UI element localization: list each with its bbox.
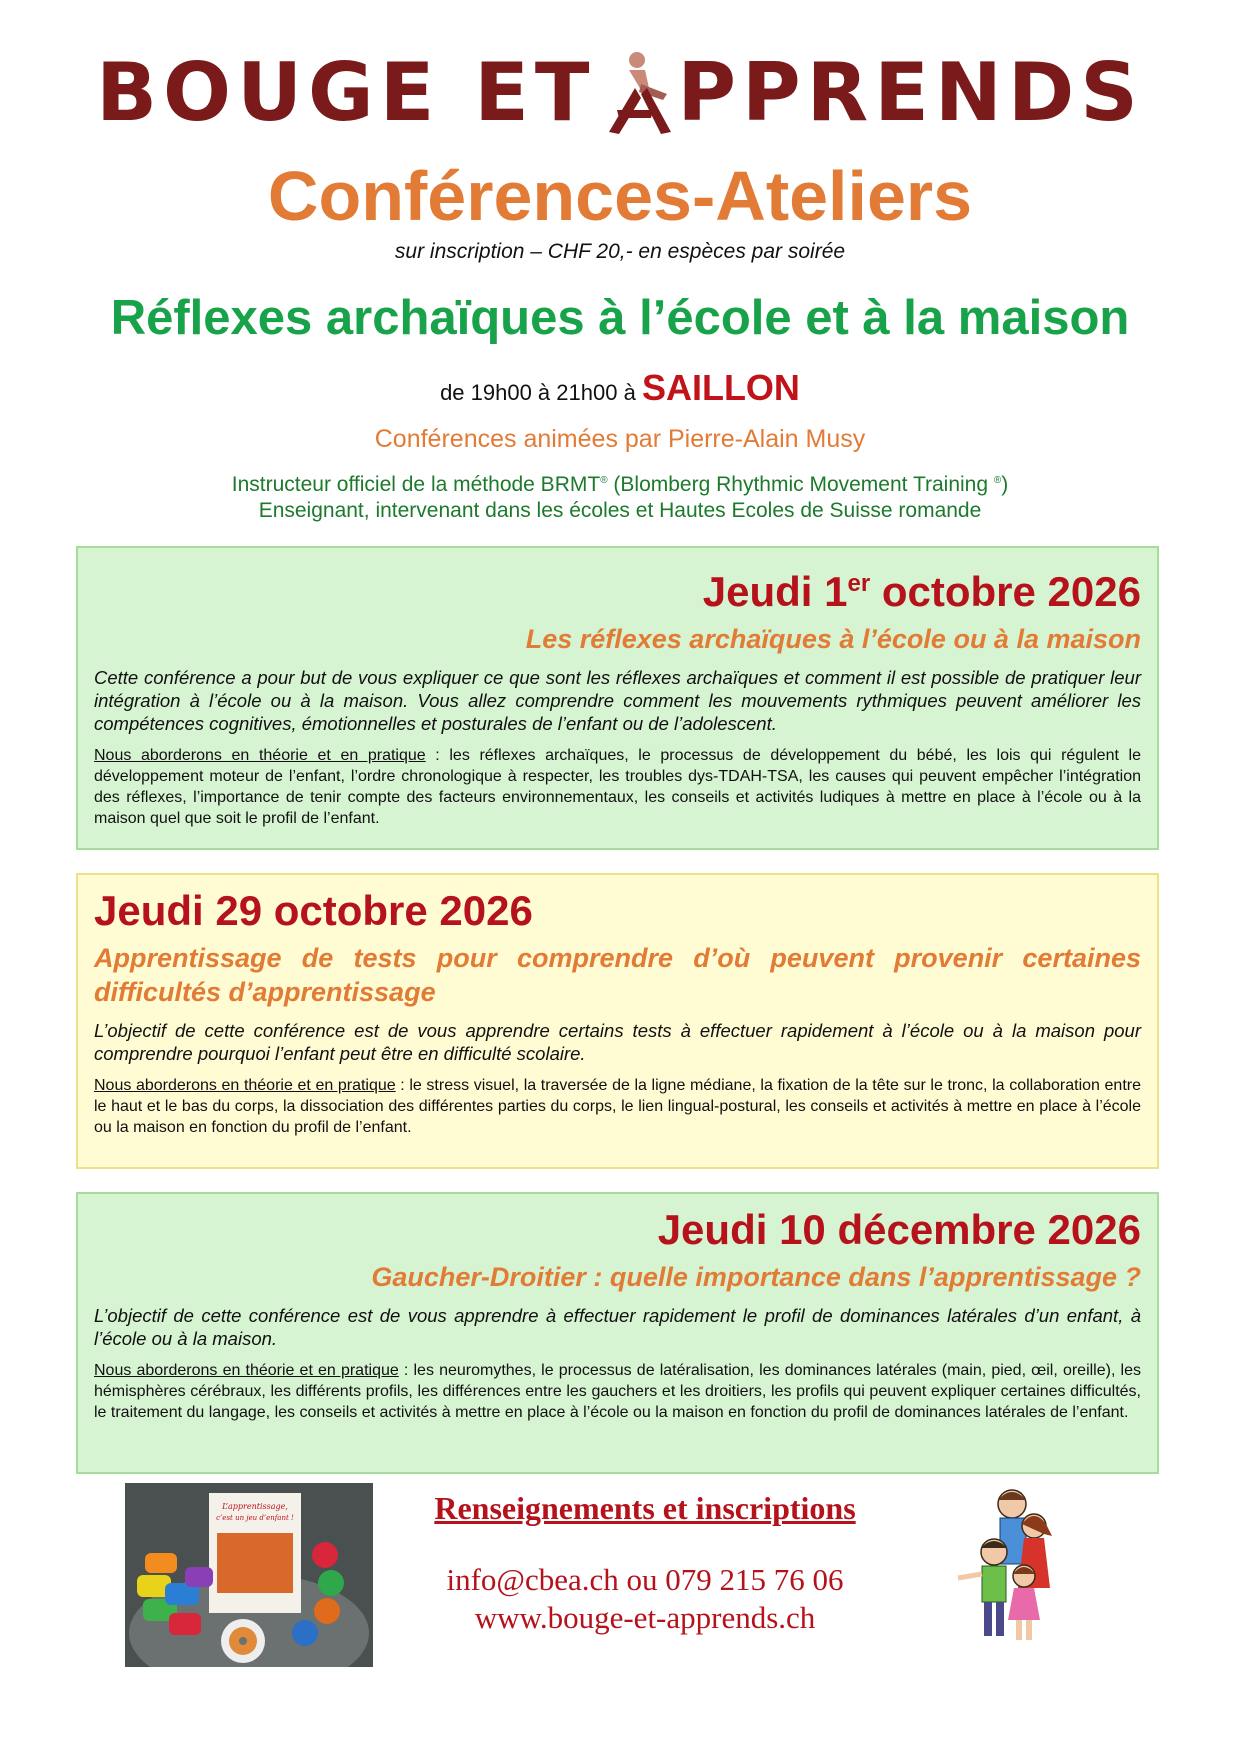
animator-line: Conférences animées par Pierre-Alain Musy bbox=[374, 425, 866, 453]
instructor-line-2: Enseignant, intervenant dans les écoles et Hautes Ecoles de Suisse romande bbox=[258, 499, 982, 522]
event-detail: Nous aborderons en théorie et en pratique : les réflexes archaïques, le processus de développement du bébé, les lois qui régulent le développement moteur de l’enfant, l’ordre chronologique à respecter, les troubles dys-TDAH-TSA, les causes qui peuvent empêcher l’intégration des réflexes, l’importance de tenir compte des facteurs environnementaux, les conseils et activités ludiques à mettre en place à l’école ou à la maison quel que soit le profil de l’enfant. bbox=[94, 747, 1141, 827]
book-title-1: L’apprentissage, bbox=[222, 1502, 288, 1511]
schedule-line bbox=[0, 368, 1240, 413]
book-title-2: c’est un jeu d’enfant ! bbox=[216, 1514, 294, 1522]
event-intro: L’objectif de cette conférence est de vous apprendre à effectuer rapidement le profil de dominances latérales d’un enfant, à l’école ou à la maison. bbox=[94, 1305, 1141, 1349]
contact-heading: Renseignements et inscriptions bbox=[434, 1490, 856, 1526]
instructor-line-1: Instructeur officiel de la méthode BRMT® (Blomberg Rhythmic Movement Training ®) bbox=[231, 473, 1009, 496]
event-intro: Cette conférence a pour but de vous expliquer ce que sont les réflexes archaïques et comment il est possible de pratiquer leur intégration à l’école ou à la maison. Vous allez comprendre comment les mouvements rythmiques peuvent améliorer les compétences cognitives, émotionnelles et posturales de l’enfant ou de l’adolescent. bbox=[94, 667, 1141, 734]
children-drawing-icon bbox=[952, 1478, 1062, 1648]
registration-note: sur inscription – CHF 20,- en espèces par soirée bbox=[394, 240, 846, 263]
event-card-3 bbox=[76, 1192, 1159, 1474]
brand-text-right: PPRENDS bbox=[677, 46, 1144, 139]
event-card-2 bbox=[76, 873, 1159, 1169]
page-title: Conférences-Ateliers bbox=[267, 157, 973, 235]
schedule-place: SAILLON bbox=[641, 367, 800, 408]
event-date: Jeudi 29 octobre 2026 bbox=[94, 887, 533, 934]
event-topic: Les réflexes archaïques à l’école ou à la maison bbox=[525, 624, 1141, 654]
brand-logo bbox=[0, 48, 1240, 138]
event-topic: Apprentissage de tests pour comprendre d’où peuvent provenir certaines difficultés d’apprentissage bbox=[94, 943, 1141, 1007]
event-detail: Nous aborderons en théorie et en pratique : le stress visuel, la traversée de la ligne médiane, la fixation de la tête sur le tronc, la collaboration entre le haut et le bas du corps, la dissociation des différentes parties du corps, le lien lingual-postural, les conseils et activités à mettre en place à l’école ou la maison en fonction du profil de l’enfant. bbox=[94, 1077, 1141, 1136]
website-link[interactable]: www.bouge-et-apprends.ch bbox=[474, 1600, 816, 1635]
series-theme: Réflexes archaïques à l’école et à la maison bbox=[110, 291, 1130, 345]
person-figure-icon bbox=[597, 48, 675, 138]
contact-email-phone[interactable]: info@cbea.ch ou 079 215 76 06 bbox=[446, 1562, 844, 1597]
photo-materials bbox=[125, 1483, 373, 1667]
event-topic: Gaucher-Droitier : quelle importance dans l’apprentissage ? bbox=[371, 1262, 1141, 1292]
instructor-info bbox=[0, 468, 1240, 524]
event-date: Jeudi 10 décembre 2026 bbox=[657, 1206, 1141, 1253]
schedule-time: de 19h00 à 21h00 à bbox=[440, 380, 636, 405]
event-detail: Nous aborderons en théorie et en pratique : les neuromythes, le processus de latéralisation, les dominances latérales (main, pied, œil, oreille), les hémisphères cérébraux, les différents profils, les différences entre les gauchers et les droitiers, les profils qui peuvent expliquer certaines difficultés, le traitement du langage, les conseils et activités à mettre en place à l’école ou la maison en fonction du profil de dominances latérales de l’enfant. bbox=[94, 1362, 1141, 1421]
brand-text-left: BOUGE ET bbox=[96, 46, 596, 139]
event-intro: L’objectif de cette conférence est de vous apprendre certains tests à effectuer rapidement à l’école ou à la maison pour comprendre pourquoi l’enfant peut être en difficulté scolaire. bbox=[94, 1020, 1141, 1064]
event-card-1 bbox=[76, 546, 1159, 850]
event-date: Jeudi 1er octobre 2026 bbox=[702, 568, 1141, 615]
